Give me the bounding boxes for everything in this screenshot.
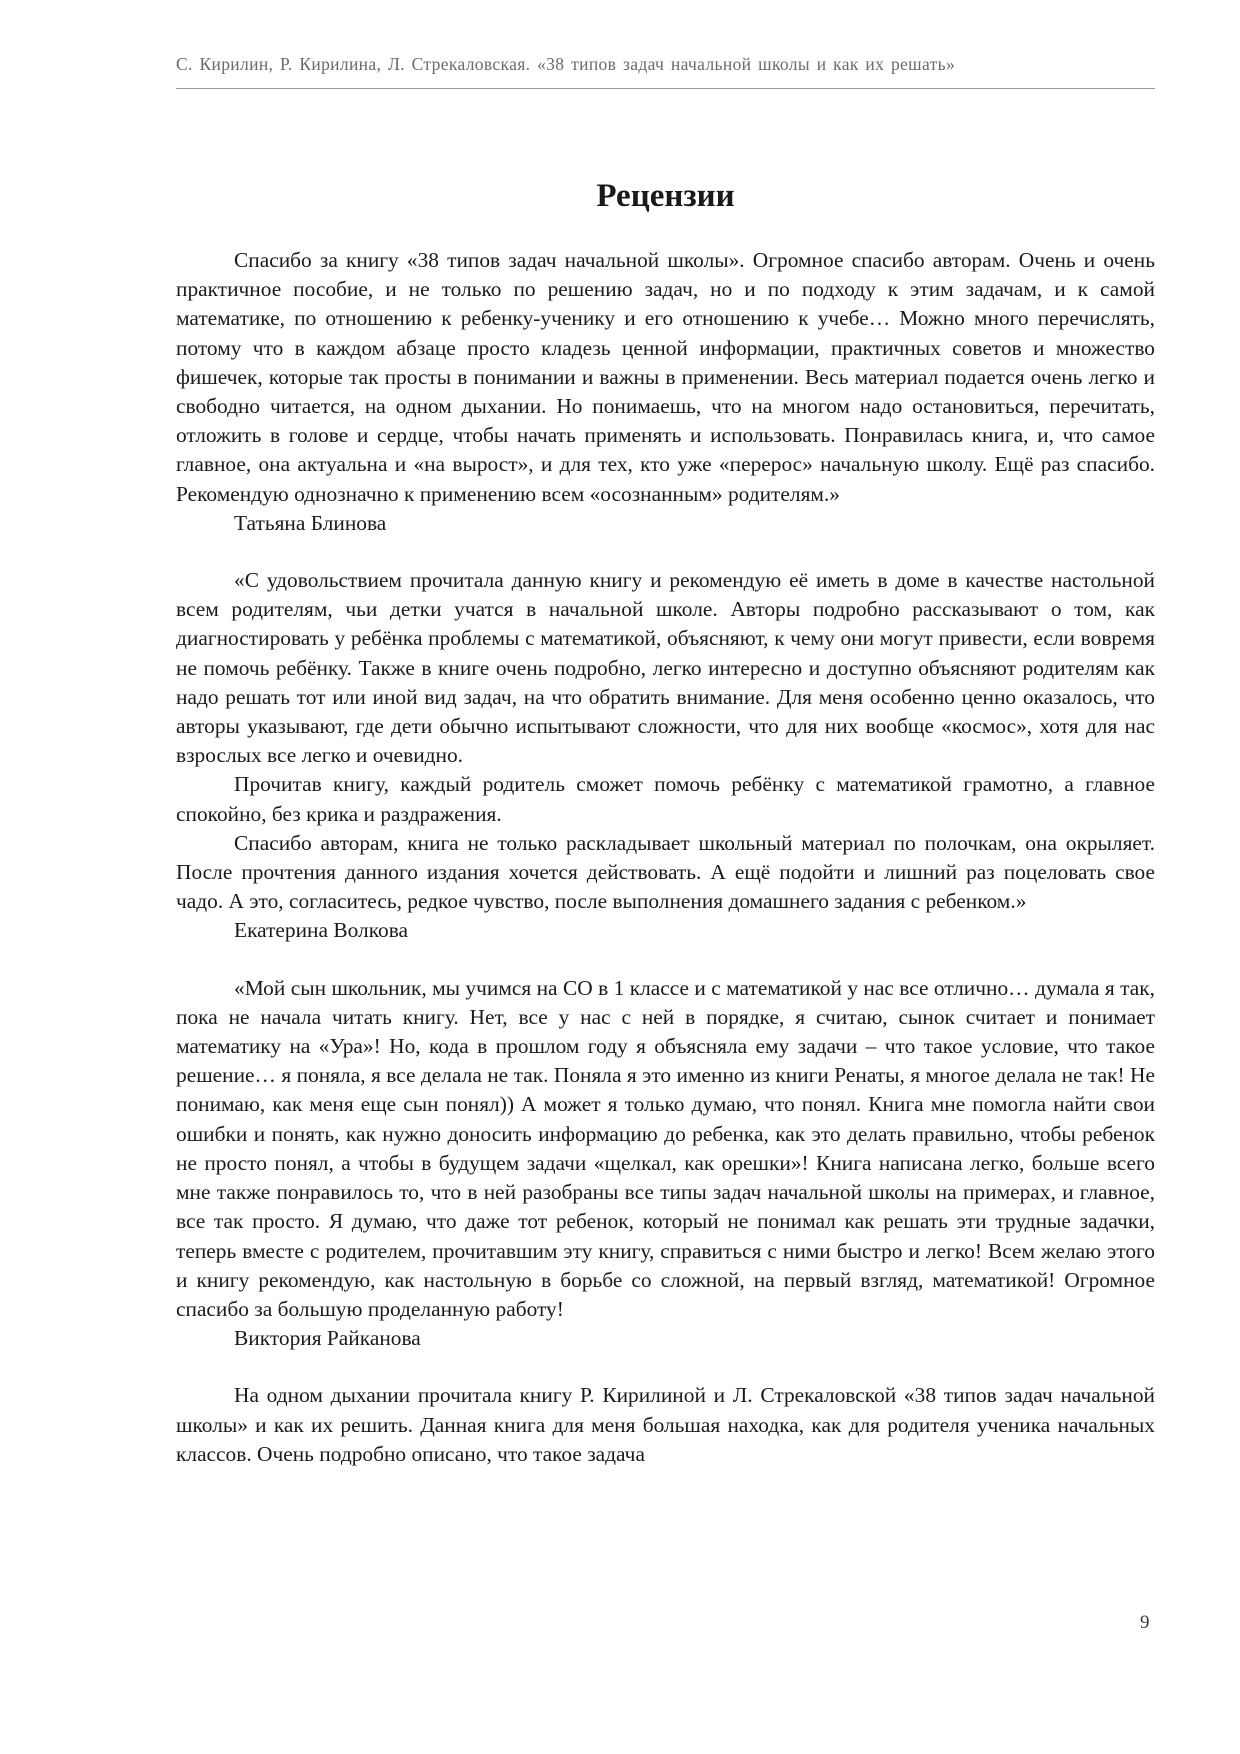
review (176, 566, 1155, 946)
review-paragraph: Прочитав книгу, каждый родитель сможет помочь ребёнку с математикой грамотно, а главное спокойно, без крика и раздражения. (176, 772, 1155, 826)
page-number: 9 (1140, 1612, 1150, 1633)
header-rule (176, 88, 1155, 89)
running-header: С. Кирилин, Р. Кирилина, Л. Стрекаловская. «38 типов задач начальной школы и как их решать» (176, 54, 956, 74)
review-paragraph: На одном дыхании прочитала книгу Р. Кирилиной и Л. Стрекаловской «38 типов задач начальной школы» и как их решить. Данная книга для меня большая находка, как для родителя ученика начальных классов. Очень подробно описано, что такое задача (176, 1383, 1155, 1466)
review (176, 1381, 1155, 1469)
review-paragraph: «С удовольствием прочитала данную книгу и рекомендую её иметь в доме в качестве настольной всем родителям, чьи детки учатся в начальной школе. Авторы подробно рассказывают о том, как диагностировать у ребёнка проблемы с математикой, объясняют, к чему они могут привести, если вовремя не помочь ребёнку. Также в книге очень подробно, легко интересно и доступно объясняют родителям как надо решать тот или иной вид задач, на что обратить внимание. Для меня особенно ценно оказалось, что авторы указывают, где дети обычно испытывают сложности, что для них вообще «космос», хотя для нас взрослых все легко и очевидно. (176, 568, 1155, 768)
review-author: Виктория Райканова (234, 1326, 421, 1351)
review-author: Татьяна Блинова (234, 510, 387, 535)
review-paragraph: «Мой сын школьник, мы учимся на СО в 1 классе и с математикой у нас все отлично… думала я так, пока не начала читать книгу. Нет, все у нас с ней в порядке, я считаю, сынок считает и понимает математику на «Ура»! Но, кода в прошлом году я объясняла ему задачи – что такое условие, что такое решение… я поняла, я все делала не так. Поняла я это именно из книги Ренаты, я многое делала не так! Не понимаю, как меня еще сын понял)) А может я только думаю, что понял. Книга мне помогла найти свои ошибки и понять, как нужно доносить информацию до ребенка, как это делать правильно, чтобы ребенок не просто понял, а чтобы в будущем задачи «щелкал, как орешки»! Книга написана легко, больше всего мне также понравилось то, что в ней разобраны все типы задач начальной школы на примерах, и главное, все так просто. Я думаю, что даже тот ребенок, который не понимал как решать эти трудные задачки, теперь вместе с родителем, прочитавшим эту книгу, справиться с ними быстро и легко! Всем желаю этого и книгу рекомендую, как настольную в борьбе со сложной, на первый взгляд, математикой! Огромное спасибо за большую проделанную работу! (176, 975, 1155, 1321)
page-title: Рецензии (596, 178, 735, 214)
review-author: Екатерина Волкова (234, 918, 409, 943)
review (176, 246, 1155, 538)
review (176, 974, 1155, 1354)
review-paragraph: Спасибо авторам, книга не только раскладывает школьный материал по полочкам, она окрыляет. После прочтения данного издания хочется действовать. А ещё подойти и лишний раз поцеловать свое чадо. А это, согласитесь, редкое чувство, после выполнения домашнего задания с ребенком.» (176, 830, 1155, 914)
reviews-content (176, 246, 1155, 1469)
review-paragraph: Спасибо за книгу «38 типов задач начальной школы». Огромное спасибо авторам. Очень и очень практичное пособие, и не только по решению задач, но и по подходу к этим задачам, и к самой математике, по отношению к ребенку-ученику и его отношению к учебе… Можно много перечислять, потому что в каждом абзаце просто кладезь ценной информации, практичных советов и множество фишечек, которые так просты в понимании и важны в применении. Весь материал подается очень легко и свободно читается, на одном дыхании. Но понимаешь, что на многом надо остановиться, перечитать, отложить в голове и сердце, чтобы начать применять и использовать. Понравилась книга, и, что самое главное, она актуальна и «на вырост», и для тех, кто уже «перерос» начальную школу. Ещё раз спасибо. Рекомендую однозначно к применению всем «осознанным» родителям.» (176, 248, 1155, 506)
